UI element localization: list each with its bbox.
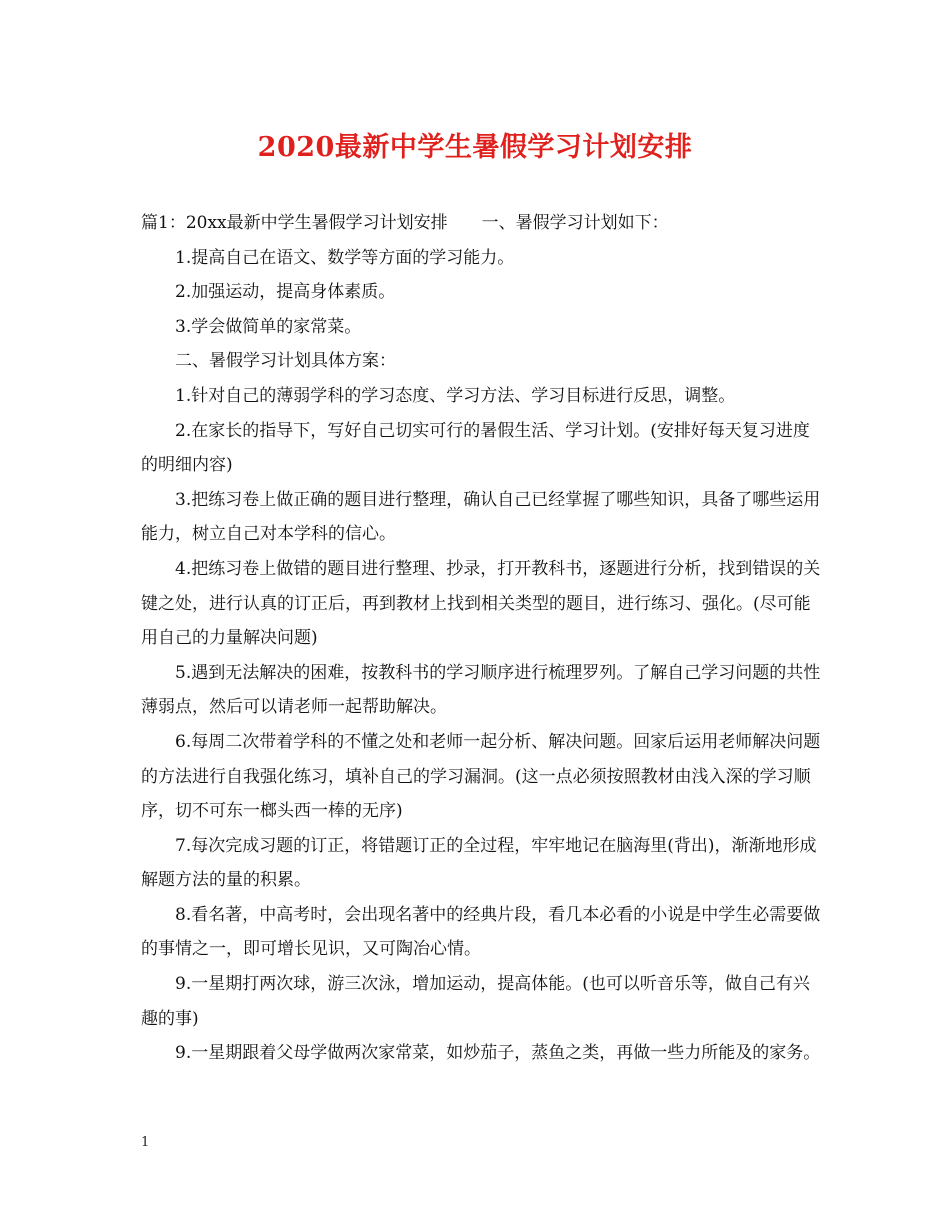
page-number: 1: [141, 1135, 150, 1150]
scheme-item-8: 8.看名著，中高考时，会出现名著中的经典片段，看几本必看的小说是中学生必需要做的事情之一，即可增长见识，又可陶冶心情。: [141, 904, 821, 960]
scheme-item-3: 3.把练习卷上做正确的题目进行整理，确认自己已经掌握了哪些知识，具备了哪些运用能力，树立自己对本学科的信心。: [141, 489, 821, 545]
scheme-item-6: 6.每周二次带着学科的不懂之处和老师一起分析、解决问题。回家后运用老师解决问题的方法进行自我强化练习，填补自己的学习漏洞。(这一点必须按照教材由浅入深的学习顺序，切不可东一榔头西一棒的无序): [141, 731, 821, 822]
scheme-item-2: 2.在家长的指导下，写好自己切实可行的暑假生活、学习计划。(安排好每天复习进度的明细内容): [141, 420, 810, 476]
document-title: 2020最新中学生暑假学习计划安排: [257, 132, 693, 163]
intro-paragraph: 篇1：20xx最新中学生暑假学习计划安排 一、暑假学习计划如下：: [141, 213, 669, 233]
plan-item-2: 2.加强运动，提高身体素质。: [175, 282, 396, 303]
plan-item-1: 1.提高自己在语文、数学等方面的学习能力。: [175, 247, 515, 268]
document-body: [141, 206, 821, 1071]
plan-item-3: 3.学会做简单的家常菜。: [175, 316, 362, 337]
scheme-item-1: 1.针对自己的薄弱学科的学习态度、学习方法、学习目标进行反思，调整。: [175, 385, 736, 406]
scheme-item-9a: 9.一星期打两次球，游三次泳，增加运动，提高体能。(也可以听音乐等，做自己有兴趣的事): [141, 974, 810, 1029]
scheme-item-5: 5.遇到无法解决的困难，按教科书的学习顺序进行梳理罗列。了解自己学习问题的共性薄弱点，然后可以请老师一起帮助解决。: [141, 662, 821, 718]
scheme-item-7: 7.每次完成习题的订正，将错题订正的全过程，牢牢地记在脑海里(背出)，渐渐地形成解题方法的量的积累。: [141, 835, 817, 891]
scheme-item-9b: 9.一星期跟着父母学做两次家常菜，如炒茄子，蒸鱼之类，再做一些力所能及的家务。: [175, 1043, 821, 1064]
scheme-item-4: 4.把练习卷上做错的题目进行整理、抄录，打开教科书，逐题进行分析，找到错误的关键之处，进行认真的订正后，再到教材上找到相关类型的题目，进行练习、强化。(尽可能用自己的力量解决问题): [141, 558, 821, 649]
section-heading-2: 二、暑假学习计划具体方案：: [175, 351, 396, 372]
